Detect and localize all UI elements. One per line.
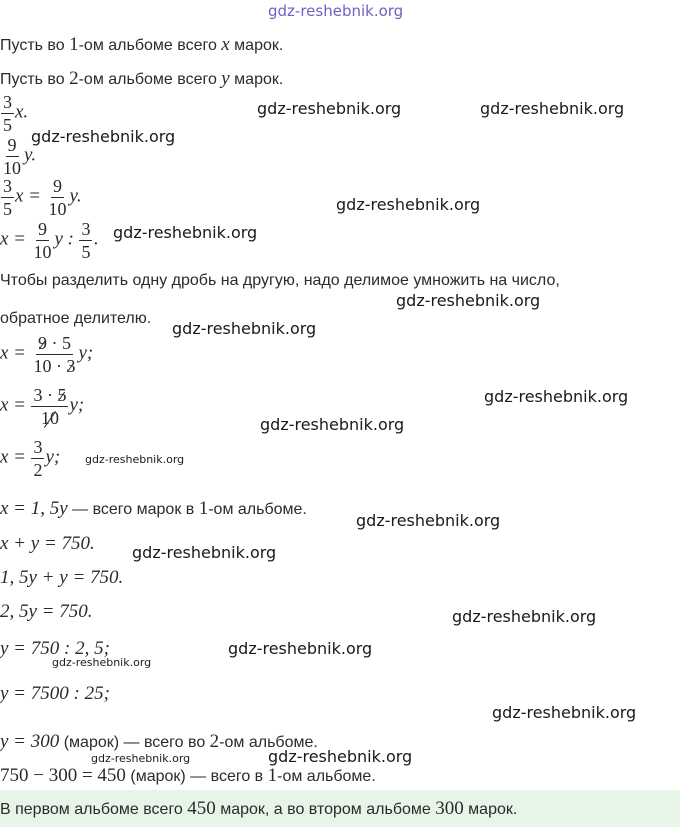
watermark: gdz-reshebnik.org <box>31 127 176 146</box>
watermark: gdz-reshebnik.org <box>85 453 185 466</box>
result-y-line: y = 300 (марок) — всего во 2-ом альбоме. <box>0 731 318 752</box>
equation-sum: x + y = 750. <box>0 533 95 554</box>
equation-y-division: y = 750 : 2, 5; <box>0 638 110 659</box>
rule-text-line-1: Чтобы разделить одну дробь на другую, надо делимое умножить на число, <box>0 272 560 289</box>
equation-x-three-halves: x = $\frac{3}{2}$ y; <box>0 437 61 480</box>
equation-combined: 2, 5y = 750. <box>0 601 93 622</box>
equation-x-multiply: x = $\frac{9 \cdot 5}{10 \cdot 3}$ y; <box>0 333 94 376</box>
watermark: gdz-reshebnik.org <box>268 747 413 766</box>
result-x-line: x = 1, 5y — всего марок в 1-ом альбоме. <box>0 498 307 519</box>
watermark: gdz-reshebnik.org <box>484 387 629 406</box>
rule-text-line-2: обратное делителю. <box>0 310 152 327</box>
watermark: gdz-reshebnik.org <box>91 752 191 765</box>
watermark: gdz-reshebnik.org <box>228 639 373 658</box>
watermark: gdz-reshebnik.org <box>492 703 637 722</box>
result-album-1-line: 750 − 300 = 450 (марок) — всего в 1-ом альбоме. <box>0 765 376 786</box>
watermark: gdz-reshebnik.org <box>172 319 317 338</box>
expression-three-fifths-x: $\frac{3}{5}$ x. <box>3 92 29 135</box>
expression-nine-tenths-y: $\frac{9}{10}$ y. <box>3 135 37 178</box>
watermark: gdz-reshebnik.org <box>452 607 597 626</box>
answer-box: В первом альбоме всего 450 марок, а во втором альбоме 300 марок. <box>0 790 680 827</box>
watermark: gdz-reshebnik.org <box>356 511 501 530</box>
watermark: gdz-reshebnik.org <box>132 543 277 562</box>
statement-album-2: Пусть во 2-ом альбоме всего y марок. <box>0 68 284 89</box>
equation-substituted: 1, 5y + y = 750. <box>0 567 124 588</box>
watermark: gdz-reshebnik.org <box>480 99 625 118</box>
fraction: $\frac{9}{10}$ <box>3 135 21 178</box>
equation-x-division: x = $\frac{9}{10}$ y : $\frac{3}{5}$ . <box>0 219 99 262</box>
watermark: gdz-reshebnik.org <box>336 195 481 214</box>
equation-equal-parts: $\frac{3}{5}$ x = $\frac{9}{10}$ y. <box>3 176 82 219</box>
watermark: gdz-reshebnik.org <box>52 656 152 669</box>
equation-x-reduced: x = $\frac{3 \cdot 5}{10}$ y; <box>0 385 85 428</box>
watermark: gdz-reshebnik.org <box>396 291 541 310</box>
watermark: gdz-reshebnik.org <box>260 415 405 434</box>
statement-album-1: Пусть во 1-ом альбоме всего x марок. <box>0 34 284 55</box>
equation-y-scaled: y = 7500 : 25; <box>0 683 110 704</box>
watermark: gdz-reshebnik.org <box>257 99 402 118</box>
watermark: gdz-reshebnik.org <box>113 223 258 242</box>
fraction: $\frac{3}{5}$ <box>3 92 12 135</box>
top-watermark: gdz-reshebnik.org <box>268 2 404 20</box>
